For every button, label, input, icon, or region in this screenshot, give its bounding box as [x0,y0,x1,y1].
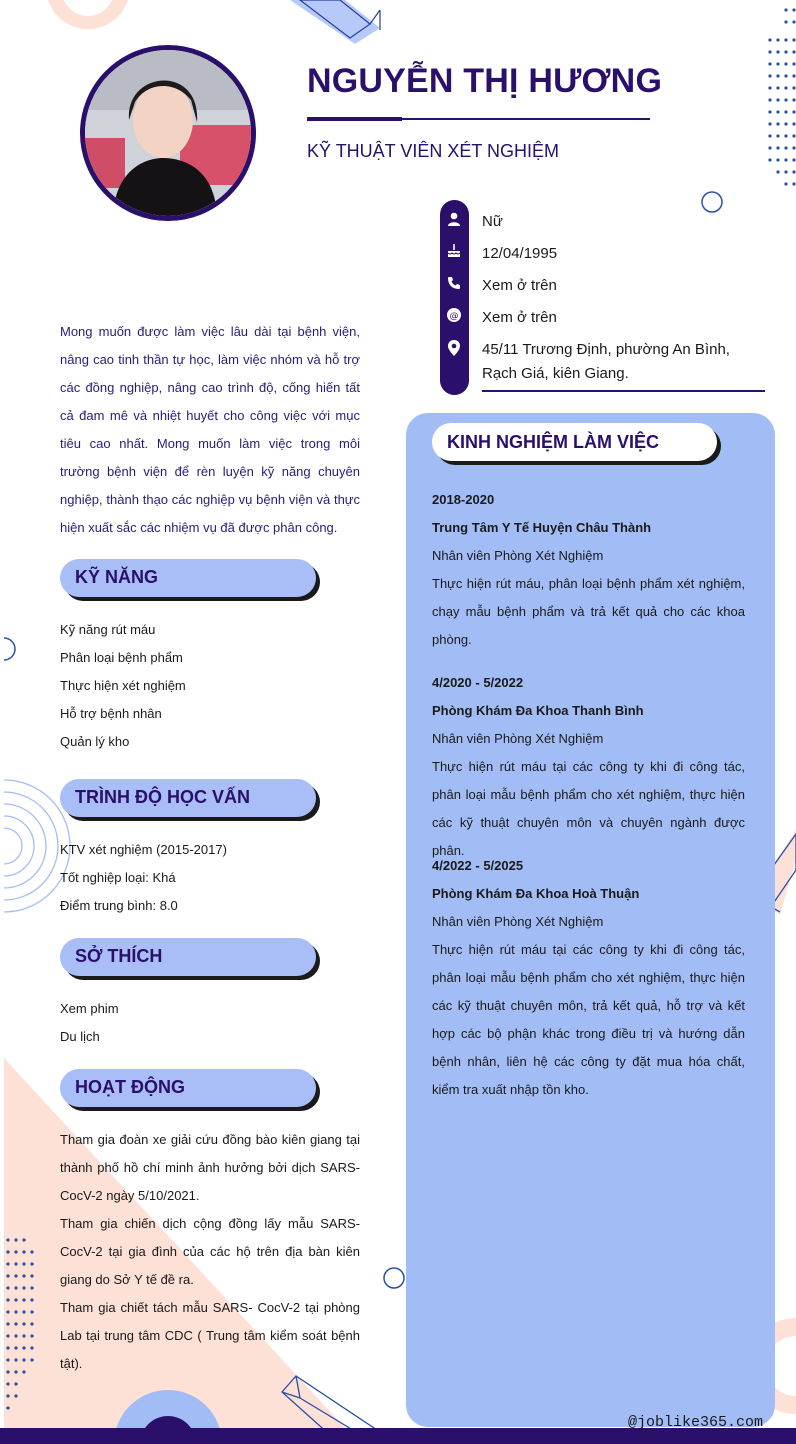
name-divider-accent [307,117,402,121]
contact-gender: Nữ [482,213,503,230]
education-section-header [60,779,316,817]
list-item: Điểm trung bình: 8.0 [60,898,178,913]
experience-position: Nhân viên Phòng Xét Nghiệm [432,914,604,929]
peach-ring-shape [48,0,128,29]
contact-birthday: 12/04/1995 [482,245,558,262]
list-item: Thực hiện xét nghiệm [60,678,186,693]
small-ring-shape [702,192,722,212]
list-item: Kỹ năng rút máu [60,622,156,637]
skills-list [60,616,186,756]
experience-description: Thực hiện rút máu tại các công ty khi đi công tác, phân loại mẫu bệnh phẩm cho xét nghiệm, thực hiện các kỹ thuật chuyên môn, trả kết quả, hỗ trợ và kết hợp các bộ phận khác trong điều trị và hướng dẫn bệnh nhân, liên hệ các công ty đặt mua hóa chất, kiểm tra xuất nhập tồn kho. [432,942,745,1097]
watermark: @joblike365.com [628,1414,764,1431]
experience-period: 4/2022 - 5/2025 [432,858,524,873]
avatar [80,45,256,221]
experience-company: Phòng Khám Đa Khoa Hoà Thuận [432,886,640,901]
experience-description: Thực hiện rút máu, phân loại bệnh phẩm xét nghiệm, chạy mẫu bệnh phẩm và trả kết quả cho các khoa phòng. [432,576,745,647]
section-title: SỞ THÍCH [75,946,163,966]
contact-phone: Xem ở trên [482,277,557,294]
section-title: KỸ NĂNG [75,567,159,587]
experience-period: 4/2020 - 5/2022 [432,675,524,690]
location-icon [444,339,464,359]
list-item: Quản lý kho [60,734,130,749]
experience-entry [432,486,745,654]
section-title: KINH NGHIỆM LÀM VIỆC [447,432,660,452]
experience-company: Phòng Khám Đa Khoa Thanh Bình [432,703,644,718]
user-icon [444,211,464,231]
career-objective: Mong muốn được làm việc lâu dài tại bệnh viện, nâng cao tinh thần tự học, làm việc nhóm và hỗ trợ các đồng nghiệp, nâng cao trình độ, cống hiến tất cả đam mê và nhiệt huyết cho công việc với mục tiêu cao nhất. Mong muốn làm việc trong môi trường bệnh viện để rèn luyện kỹ năng chuyên nghiệp, thành thạo các nghiệp vụ bệnh viện và thực hiện xuất sắc các nhiệm vụ đã được phân công. [60,324,360,535]
list-item: Xem phim [60,1001,119,1016]
list-item: Du lịch [60,1029,100,1044]
section-title: HOẠT ĐỘNG [75,1077,185,1097]
section-title: TRÌNH ĐỘ HỌC VẤN [75,787,250,807]
experience-section-header [432,423,717,461]
list-item: Phân loại bệnh phẩm [60,650,183,665]
contact-divider [482,390,765,392]
phone-icon [444,275,464,295]
contact-email: Xem ở trên [482,309,557,326]
education-list [60,836,227,920]
hobbies-list [60,995,119,1051]
job-title: KỸ THUẬT VIÊN XÉT NGHIỆM [307,141,560,161]
email-icon [444,307,464,327]
prism-shape-top [290,0,380,44]
experience-company: Trung Tâm Y Tế Huyện Châu Thành [432,520,652,535]
activities-list [60,1126,360,1378]
experience-position: Nhân viên Phòng Xét Nghiệm [432,731,604,746]
list-item: Tốt nghiệp loại: Khá [60,870,176,885]
list-item: Tham gia đoàn xe giải cứu đồng bào kiên giang tại thành phố hồ chí minh ảnh hưởng bởi dịch SARS-CocV-2 ngày 5/10/2021. [60,1132,360,1203]
candidate-name: NGUYỄN THỊ HƯƠNG [307,62,663,100]
experience-entry [432,852,745,1104]
hobbies-section-header [60,938,316,976]
list-item: KTV xét nghiệm (2015-2017) [60,842,227,857]
list-item: Tham gia chiết tách mẫu SARS- CocV-2 tại phòng Lab tại trung tâm CDC ( Trung tâm kiểm soát bệnh tật). [60,1300,360,1371]
experience-position: Nhân viên Phòng Xét Nghiệm [432,548,604,563]
list-item: Tham gia chiến dịch cộng đồng lấy mẫu SARS-CocV-2 tại gia đình của các hộ trên địa bàn kiên giang do Sở Y tế đề ra. [60,1216,360,1287]
experience-description: Thực hiện rút máu tại các công ty khi đi công tác, phân loại mẫu bệnh phẩm cho xét nghiệm, thực hiện các kỹ thuật chuyên môn và chuyên ngành được phân. [432,759,745,858]
activities-section-header [60,1069,316,1107]
contact-address: 45/11 Trương Định, phường An Bình, Rạch Giá, kiên Giang. [482,341,730,382]
experience-period: 2018-2020 [432,492,495,507]
profile-photo [85,50,251,216]
small-ring-shape [384,1268,404,1288]
list-item: Hỗ trợ bệnh nhân [60,706,162,721]
birthday-cake-icon [444,243,464,263]
skills-section-header [60,559,316,597]
dot-grid-top-right [768,8,795,185]
experience-entry [432,669,745,865]
svg-text:@: @ [449,311,459,322]
half-ring-shape [4,638,15,660]
